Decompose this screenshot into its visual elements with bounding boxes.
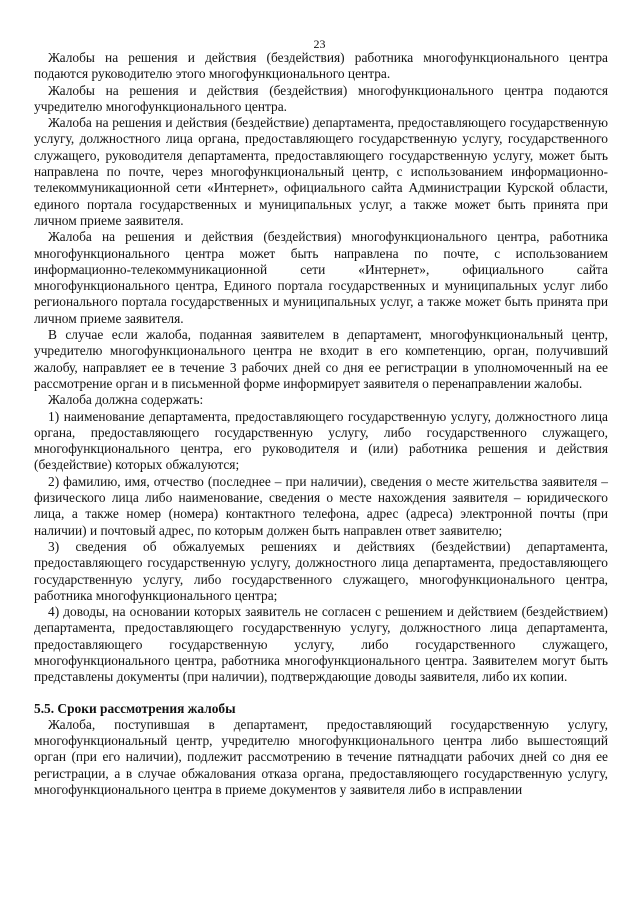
paragraph-complaint-contents-intro: Жалоба должна содержать:: [48, 392, 204, 408]
paragraph-complaint-mfc-channels: Жалоба на решения и действия (бездействия) многофункционального центра, работника многофункционального центра может быть направлена по почте, с использованием информационно-телекоммуникационной сети «Интернет», официального сайта многофункционального центра, Единого портала государственных и муниципальных услуг либо регионального портала государственных и муниципальных услуг, а также может быть принята при личном приеме заявителя.: [34, 229, 608, 326]
paragraph-complaint-mfc-employee: Жалобы на решения и действия (бездействия) работника многофункционального центра подаются руководителю этого многофункционального центра.: [34, 50, 608, 82]
list-item-2: 2) фамилию, имя, отчество (последнее – при наличии), сведения о месте жительства заявителя – физического лица либо наименование, сведения о месте нахождения заявителя – юридического лица, а также номер (номера) контактного телефона, адрес (адреса) электронной почты (при наличии) и почтовый адрес, по которым должен быть направлен ответ заявителю;: [34, 473, 608, 538]
list-item-1: 1) наименование департамента, предоставляющего государственную услугу, должностного лица органа, предоставляющего государственную услугу, либо государственного служащего, многофункционального центра, его руководителя и (или) работника решения и действия (бездействие) которых обжалуются;: [34, 408, 608, 473]
page-number: 23: [313, 37, 326, 51]
section-paragraph: Жалоба, поступившая в департамент, предоставляющий государственную услугу, многофункциональный центр, учредителю многофункционального центра либо вышестоящий орган (при его наличии), подлежит рассмотрению в течение пятнадцати рабочих дней со дня ее регистрации, а в случае обжалования отказа органа, предоставляющего государственную услугу, многофункционального центра в приеме документов у заявителя либо в исправлении: [34, 716, 608, 798]
paragraph-complaint-department: Жалоба на решения и действия (бездействие) департамента, предоставляющего государственную услугу, должностного лица органа, предоставляющего государственную услугу, государственного служащего, руководителя департамента, предоставляющего государственную услугу, может быть направлена по почте, через многофункциональный центр, с использованием информационно-телекоммуникационной сети «Интернет», официального сайта Администрации Курской области, единого портала государственных и муниципальных услуг, а также может быть принята при личном приеме заявителя.: [34, 115, 608, 228]
section-heading: 5.5. Сроки рассмотрения жалобы: [34, 700, 236, 716]
document-body: [34, 50, 608, 798]
list-item-3: 3) сведения об обжалуемых решениях и действиях (бездействии) департамента, предоставляющего государственную услугу, должностного лица департамента, предоставляющего государственную услугу, либо государственного служащего, многофункционального центра, работника многофункционального центра;: [34, 538, 608, 603]
paragraph-complaint-redirect: В случае если жалоба, поданная заявителем в департамент, многофункциональный центр, учредителю многофункционального центра не входит в его компетенцию, орган, получивший жалобу, направляет ее в течение 3 рабочих дней со дня ее регистрации в уполномоченный на ее рассмотрение орган и в письменной форме информирует заявителя о перенаправлении жалобы.: [34, 327, 608, 391]
paragraph-complaint-mfc: Жалобы на решения и действия (бездействия) многофункционального центра подаются учредителю многофункционального центра.: [34, 82, 608, 114]
list-item-4: 4) доводы, на основании которых заявитель не согласен с решением и действием (бездействием) департамента, предоставляющего государственную услугу, должностного лица департамента, предоставляющего государственную услугу, либо государственного служащего, многофункционального центра, работника многофункционального центра. Заявителем могут быть представлены документы (при наличии), подтверждающие доводы заявителя, либо их копии.: [34, 604, 608, 685]
